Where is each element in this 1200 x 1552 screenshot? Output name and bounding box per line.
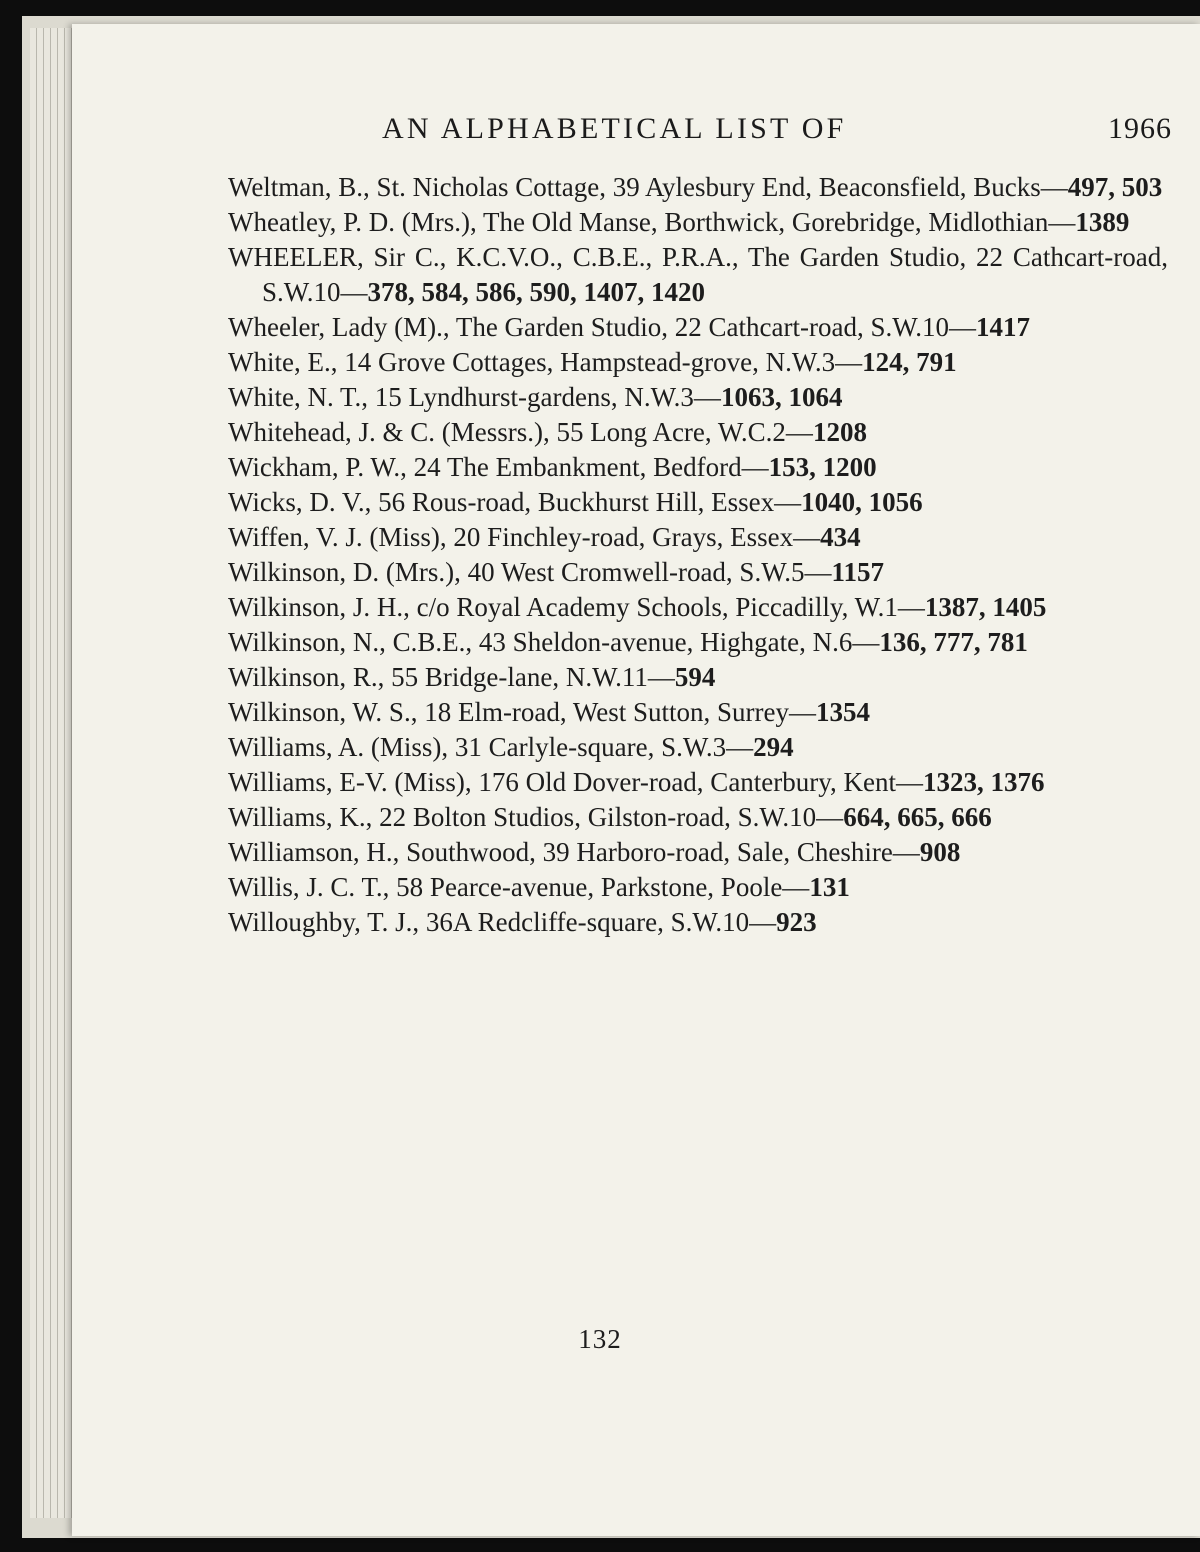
entry-text: White, N. T., 15 Lyndhurst-gardens, N.W.3— xyxy=(228,382,721,412)
entry-numbers: 378, 584, 586, 590, 1407, 1420 xyxy=(367,277,706,307)
entry-numbers: 136, 777, 781 xyxy=(879,627,1028,657)
header-title: AN ALPHABETICAL LIST OF xyxy=(382,112,847,145)
entry-text: White, E., 14 Grove Cottages, Hampstead-grove, N.W.3— xyxy=(228,347,863,377)
page-number: 132 xyxy=(578,1324,622,1354)
list-item xyxy=(228,450,1168,485)
list-item xyxy=(228,835,1168,870)
entry-numbers: 1157 xyxy=(831,557,884,587)
list-item xyxy=(228,205,1168,240)
entry-text: Wilkinson, N., C.B.E., 43 Sheldon-avenue, Highgate, N.6— xyxy=(228,627,880,657)
list-item xyxy=(228,240,1168,310)
entry-text: Wilkinson, R., 55 Bridge-lane, N.W.11— xyxy=(228,662,675,692)
list-item xyxy=(228,380,1168,415)
entry-text: Williams, E-V. (Miss), 176 Old Dover-road, Canterbury, Kent— xyxy=(228,767,923,797)
entry-numbers: 908 xyxy=(919,837,961,867)
book-page xyxy=(72,24,1200,1536)
entry-text: Wiffen, V. J. (Miss), 20 Finchley-road, Grays, Essex— xyxy=(228,522,821,552)
entry-text: Willoughby, T. J., 36A Redcliffe-square, S.W.10— xyxy=(228,907,777,937)
entry-numbers: 153, 1200 xyxy=(768,452,877,482)
entry-numbers: 923 xyxy=(776,907,817,937)
entry-text: Wicks, D. V., 56 Rous-road, Buckhurst Hill, Essex— xyxy=(228,487,802,517)
list-item xyxy=(228,695,1168,730)
entry-text: Williams, A. (Miss), 31 Carlyle-square, S.W.3— xyxy=(228,732,754,762)
list-item xyxy=(228,765,1168,800)
entry-numbers: 131 xyxy=(809,872,850,902)
list-item xyxy=(228,310,1168,345)
list-item xyxy=(228,660,1168,695)
entry-text: Wilkinson, D. (Mrs.), 40 West Cromwell-road, S.W.5— xyxy=(228,557,832,587)
entry-text: Whitehead, J. & C. (Messrs.), 55 Long Acre, W.C.2— xyxy=(228,417,813,447)
entry-numbers: 294 xyxy=(753,732,794,762)
entry-numbers: 1389 xyxy=(1075,207,1130,237)
entry-numbers: 124, 791 xyxy=(862,347,957,377)
entry-numbers: 1387, 1405 xyxy=(924,592,1047,622)
entry-text: WHEELER, Sir C., K.C.V.O., C.B.E., P.R.A., The Garden Studio, 22 Cathcart-road, S.W.10— xyxy=(228,242,1168,307)
entry-text: Weltman, B., St. Nicholas Cottage, 39 Aylesbury End, Beaconsfield, Bucks— xyxy=(228,172,1068,202)
list-item xyxy=(228,415,1168,450)
entry-numbers: 1063, 1064 xyxy=(720,382,843,412)
entry-text: Wheatley, P. D. (Mrs.), The Old Manse, Borthwick, Gorebridge, Midlothian— xyxy=(228,207,1076,237)
entry-numbers: 1417 xyxy=(975,312,1030,342)
list-item xyxy=(228,870,1168,905)
list-item xyxy=(228,555,1168,590)
entry-numbers: 1323, 1376 xyxy=(923,767,1045,797)
entry-text: Wilkinson, W. S., 18 Elm-road, West Sutton, Surrey— xyxy=(228,697,816,727)
entry-numbers: 594 xyxy=(674,662,716,692)
list-item xyxy=(228,520,1168,555)
list-item xyxy=(228,905,1168,940)
entry-list xyxy=(228,170,1168,940)
list-item xyxy=(228,800,1168,835)
entry-numbers: 434 xyxy=(820,522,861,552)
entry-numbers: 664, 665, 666 xyxy=(843,802,992,832)
entry-text: Wheeler, Lady (M)., The Garden Studio, 22 Cathcart-road, S.W.10— xyxy=(228,312,976,342)
entry-numbers: 497, 503 xyxy=(1067,172,1163,202)
entry-text: Willis, J. C. T., 58 Pearce-avenue, Parkstone, Poole— xyxy=(228,872,810,902)
header-year: 1966 xyxy=(1108,112,1172,145)
entry-text: Wilkinson, J. H., c/o Royal Academy Schools, Piccadilly, W.1— xyxy=(228,592,925,622)
list-item xyxy=(228,170,1168,205)
entry-text: Wickham, P. W., 24 The Embankment, Bedford— xyxy=(228,452,769,482)
list-item xyxy=(228,345,1168,380)
entry-text: Williams, K., 22 Bolton Studios, Gilston-road, S.W.10— xyxy=(228,802,844,832)
list-item xyxy=(228,485,1168,520)
list-item xyxy=(228,625,1168,660)
entry-numbers: 1040, 1056 xyxy=(801,487,923,517)
entry-numbers: 1208 xyxy=(812,417,867,447)
entry-text: Williamson, H., Southwood, 39 Harboro-road, Sale, Cheshire— xyxy=(228,837,920,867)
list-item xyxy=(228,590,1168,625)
entry-numbers: 1354 xyxy=(816,697,870,727)
running-header xyxy=(382,112,1172,152)
list-item xyxy=(228,730,1168,765)
